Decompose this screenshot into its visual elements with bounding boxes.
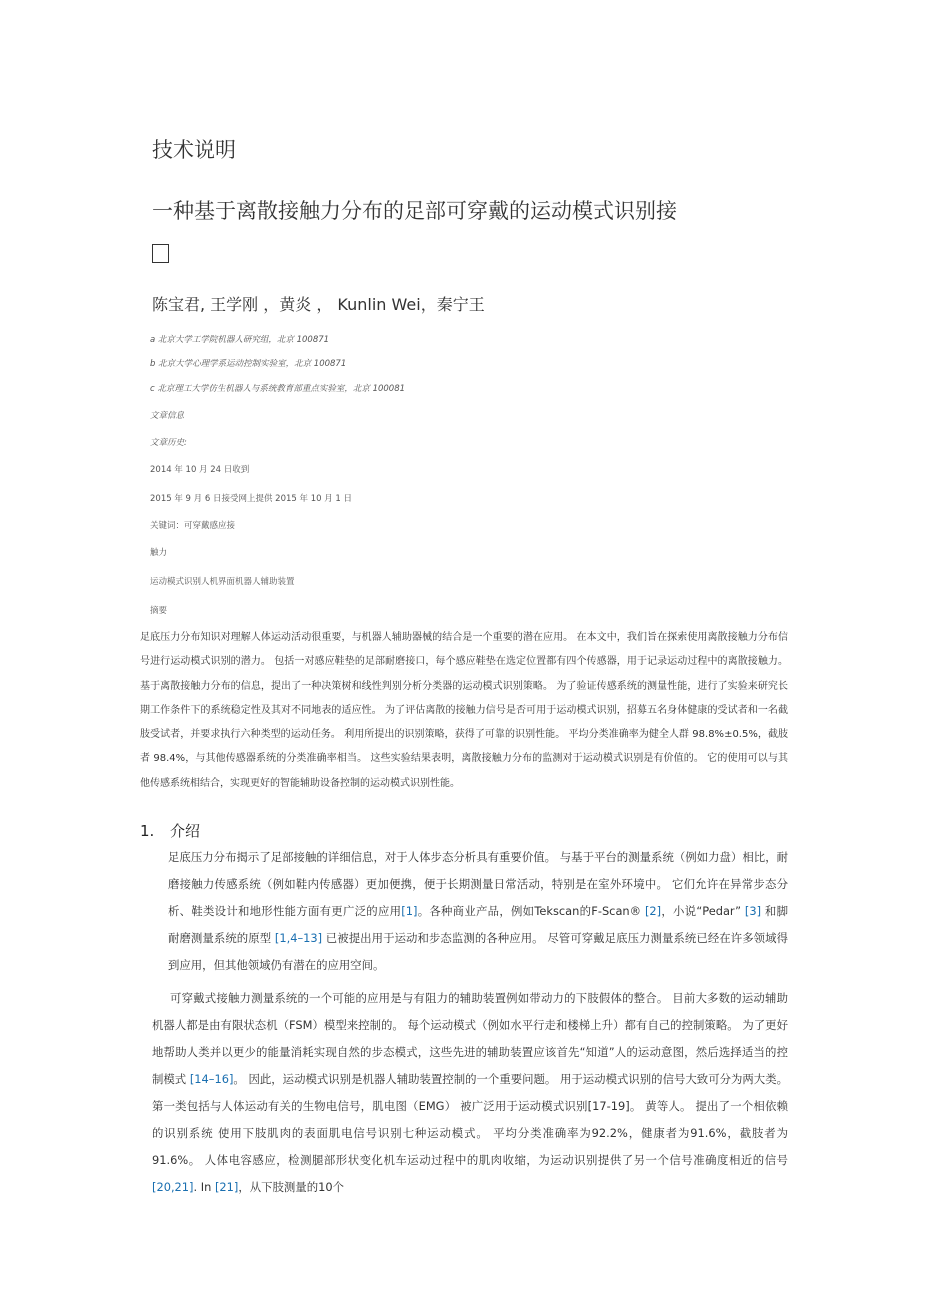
affiliation-a: a 北京大学工学院机器人研究组，北京 100871 [150,335,330,345]
document-type: 技术说明 [152,138,236,162]
citation-link[interactable]: [21] [214,1180,239,1194]
abstract-text: 足底压力分布知识对理解人体运动活动很重要，与机器人辅助器械的结合是一个重要的潜在应用。 在本文中，我们旨在探索使用离散接触力分布信号进行运动模式识别的潜力。 包括一对感应鞋垫的足部耐磨接口，每个感应鞋垫在选定位置都有四个传感器，用于记录运动过程中的离散接触力。 基于离散接触力分布的信息，提出了一种决策树和线性判别分析分类器的运动模式识别策略。 为了验证传感系统的测量性能，进行了实验来研究长期工作条件下的系统稳定性及其对不同地表的适应性。 为了评估离散的接触力信号是否可用于运动模式识别，招募五名身体健康的受试者和一名截肢受试者，并要求执行六种类型的运动任务。 利用所提出的识别策略，获得了可靠的识别性能。 平均分类准确率为健全人群 98.8%±0.5%，截肢者 98.4%，与其他传感器系统的分类准确率相当。 这些实验结果表明，离散接触力分布的监测对于运动模式识别是有价值的。 它的使用可以与其他传感系统相结合，实现更好的智能辅助设备控制的运动模式识别性能。 [140,632,788,789]
intro-paragraph-1: 足底压力分布揭示了足部接触的详细信息，对于人体步态分析具有重要价值。 与基于平台的测量系统（例如力盘）相比，耐磨接触力传感系统（例如鞋内传感器）更加便携，便于长期测量日常活动，特别是在室外环境中。 它们允许在异常步态分析、鞋类设计和地形性能方面有更广泛的应用[1]。各种商业产品，例如Tekscan的F-Scan® [2]，小说“Pedar” [3] 和脚耐磨测量系统的原型 [1,4–13] 已被提出用于运动和步态监测的各种应用。 尽管可穿戴足底压力测量系统已经在许多领域得到应用，但其他领域仍有潜在的应用空间。 [168,850,789,972]
citation-link[interactable]: [1,4–13] [274,931,323,945]
citation-link[interactable]: [14–16] [189,1072,234,1086]
article-info-heading: 文章信息 [150,411,185,421]
abstract-heading: 摘要 [150,606,168,616]
keywords-line-3: 运动模式识别人机界面机器人辅助装置 [150,577,295,587]
article-history-label: 文章历史: [150,438,187,448]
received-date: 2014 年 10 月 24 日收到 [150,465,250,475]
citation-link[interactable]: [2] [644,904,662,918]
keywords-line-2: 触力 [150,548,168,558]
accepted-date: 2015 年 9 月 6 日接受网上提供 2015 年 10 月 1 日 [150,494,353,504]
section-heading [140,820,200,841]
intro-paragraph-2: 可穿戴式接触力测量系统的一个可能的应用是与有阻力的辅助装置例如带动力的下肢假体的整合。 目前大多数的运动辅助机器人都是由有限状态机（FSM）模型来控制的。 每个运动模式（例如水平行走和楼梯上升）都有自己的控制策略。 为了更好地帮助人类并以更少的能量消耗实现自然的步态模式，这些先进的辅助装置应该首先“知道”人的运动意图，然后选择适当的控制模式 [14–16]。 因此，运动模式识别是机器人辅助装置控制的一个重要问题。 用于运动模式识别的信号大致可分为两大类。 第一类包括与人体运动有关的生物电信号，肌电图（EMG） 被广泛用于运动模式识别[17-19]。 黄等人。 提出了一个相依赖的识别系统 使用下肢肌肉的表面肌电信号识别七种运动模式。 平均分类准确率为92.2%，健康者为91.6%，截肢者为91.6%。 人体电容感应，检测腿部形状变化机车运动过程中的肌肉收缩，为运动识别提供了另一个信号准确度相近的信号[20,21]. In [21]，从下肢测量的10个 [152,991,788,1194]
citation-link[interactable]: [20,21] [152,1180,194,1194]
keywords-line-1: 关键词：可穿戴感应接 [150,521,236,531]
section-title: 介绍 [170,822,201,840]
affiliation-c: c 北京理工大学仿生机器人与系统教育部重点实验室，北京 100081 [150,384,406,394]
missing-glyph-box [152,244,169,263]
author-list: 陈宝君, 王学刚 ，黄炎 ， Kunlin Wei，秦宁王 [152,295,485,314]
affiliation-b: b 北京大学心理学系运动控制实验室，北京 100871 [150,359,347,369]
section-number: 1. [140,822,155,840]
citation-link[interactable]: [1] [401,904,418,918]
citation-link[interactable]: [3] [744,904,762,918]
paper-title: 一种基于离散接触力分布的足部可穿戴的运动模式识别接 [152,199,677,223]
